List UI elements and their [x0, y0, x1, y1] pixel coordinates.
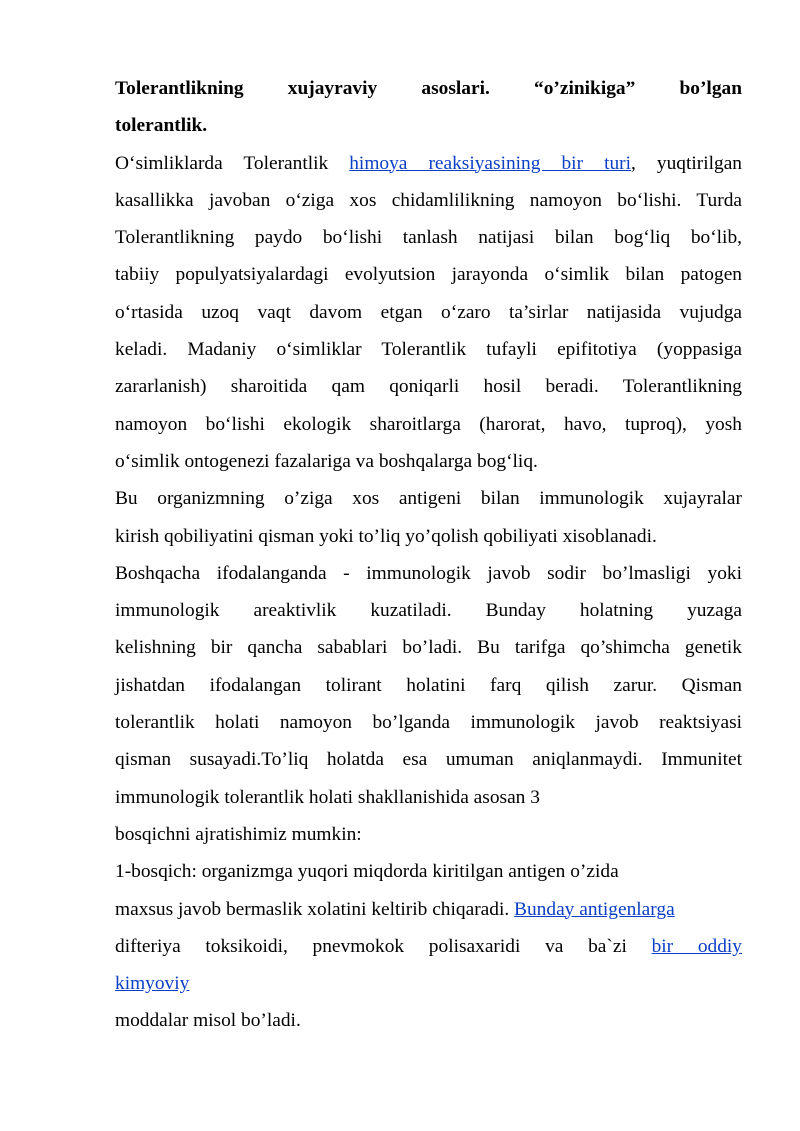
paragraph-1-line-9: o‘simlik ontogenezi fazalariga va boshqalarga bog‘liq. — [115, 450, 538, 472]
paragraph-5-line-5: moddalar misol bo’ladi. — [115, 1010, 301, 1032]
paragraph-1-line-2: kasallikka javoban o‘ziga xos chidamlilikning namoyon bo‘lishi. Turda — [115, 189, 742, 211]
paragraph-3-line-6: qisman susayadi.To’liq holatda esa umuman aniqlanmaydi. Immunitet — [115, 749, 742, 771]
paragraph-1-line-7: zararlanish) sharoitida qam qoniqarli hosil beradi. Tolerantlikning — [115, 376, 742, 398]
link-bunday-antigenlarga[interactable]: Bunday antigenlarga — [514, 898, 675, 920]
paragraph-3-line-3: kelishning bir qancha sabablari bo’ladi. Bu tarifga qo’shimcha genetik — [115, 637, 742, 659]
text-run: difteriya toksikoidi, pnevmokok polisaxaridi va ba`zi — [115, 935, 652, 957]
paragraph-1-line-5: o‘rtasida uzoq vaqt davom etgan o‘zaro ta’sirlar natijasida vujudga — [115, 301, 742, 323]
link-kimyoviy[interactable]: kimyoviy — [115, 973, 190, 995]
link-bir-oddiy[interactable]: bir oddiy — [651, 935, 743, 957]
text-run: , yuqtirilgan — [631, 152, 742, 174]
heading-line-1: Tolerantlikning xujayraviy asoslari. “o’zinikiga” bo’lgan — [115, 78, 742, 99]
paragraph-3-line-5: tolerantlik holati namoyon bo’lganda immunologik javob reaktsiyasi — [115, 712, 742, 734]
paragraph-3-line-1: Boshqacha ifodalanganda - immunologik javob sodir bo’lmasligi yoki — [115, 562, 742, 584]
paragraph-3-line-7: immunologik tolerantlik holati shakllanishida asosan 3 — [115, 786, 540, 808]
paragraph-1-line-6: keladi. Madaniy o‘simliklar Tolerantlik tufayli epifitotiya (yoppasiga — [115, 339, 742, 361]
paragraph-5-line-1: 1-bosqich: organizmga yuqori miqdorda kiritilgan antigen o’zida — [115, 861, 619, 883]
paragraph-5-line-4 — [115, 965, 742, 1002]
paragraph-2-line-2: kirish qobiliyatini qisman yoki to’liq yo’qolish qobiliyati xisoblanadi. — [115, 525, 657, 547]
paragraph-1-line-8: namoyon bo‘lishi ekologik sharoitlarga (harorat, havo, tuproq), yosh — [115, 413, 742, 435]
text-run: maxsus javob bermaslik xolatini keltirib chiqaradi. — [115, 898, 515, 920]
text-run: O‘simliklarda Tolerantlik — [115, 152, 350, 174]
paragraph-1-line-4: tabiiy populyatsiyalardagi evolyutsion jarayonda o‘simlik bilan patogen — [115, 264, 742, 286]
paragraph-3-line-4: jishatdan ifodalangan tolirant holatini farq qilish zarur. Qisman — [115, 674, 742, 696]
paragraph-1-line-1 — [115, 145, 742, 182]
document-body — [115, 70, 742, 1040]
paragraph-3-line-2: immunologik areaktivlik kuzatiladi. Bunday holatning yuzaga — [115, 600, 742, 622]
link-himoya-reaksiyasi[interactable]: himoya reaksiyasining bir turi — [349, 152, 632, 174]
paragraph-5-line-2 — [115, 891, 742, 928]
paragraph-5-line-3 — [115, 928, 742, 965]
heading-line-2: tolerantlik. — [115, 115, 208, 137]
paragraph-2-line-1: Bu organizmning o’ziga xos antigeni bilan immunologik xujayralar — [115, 488, 742, 510]
paragraph-4-line-1: bosqichni ajratishimiz mumkin: — [115, 823, 362, 845]
paragraph-1-line-3: Tolerantlikning paydo bo‘lishi tanlash natijasi bilan bog‘liq bo‘lib, — [115, 227, 742, 249]
